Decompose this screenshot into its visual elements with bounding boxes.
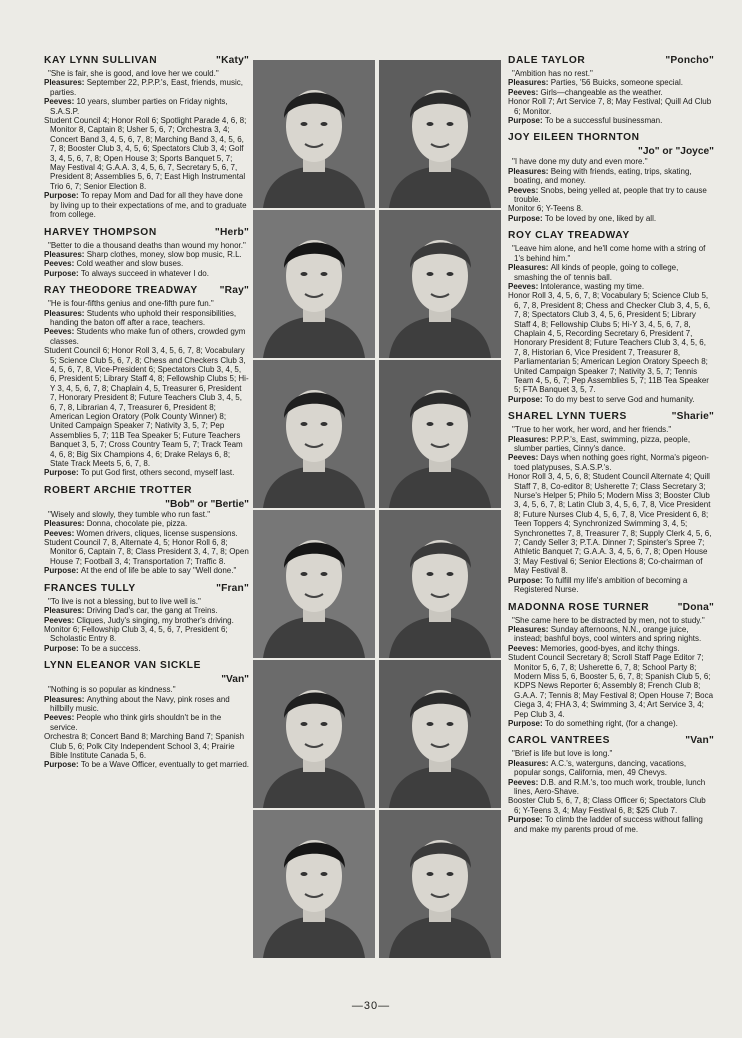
student-quote: "He is four-fifths genius and one-fifth pure fun." [48, 299, 214, 309]
biography-entry [508, 602, 714, 729]
portrait-photo [379, 210, 501, 358]
student-quote: "She came here to be distracted by men, not to study." [512, 615, 705, 625]
student-name: FRANCES TULLY [44, 582, 136, 594]
student-name-row [508, 735, 714, 747]
portrait-silhouette [379, 810, 501, 958]
student-name: HARVEY THOMPSON [44, 226, 157, 238]
bio-activities: Orchestra 8; Concert Band 8; Marching Band 7; Spanish Club 5, 6; Polk City Independent School 3, 4; Prairie Bible Institute Canada 5, 6. [44, 732, 245, 760]
bio-peeves: Peeves: People who think girls shouldn't be in the service. [44, 713, 222, 732]
student-name: CAROL VANTREES [508, 735, 610, 747]
portrait-photo [253, 360, 375, 508]
portrait-photo [379, 510, 501, 658]
biography-entry [44, 660, 249, 770]
portrait-photo [253, 210, 375, 358]
student-nickname: "Sharie" [671, 411, 714, 423]
bio-peeves: Peeves: Girls—changeable as the weather. [508, 87, 663, 97]
bio-activities: Student Council 4; Honor Roll 6; Spotlight Parade 4, 6, 8; Monitor 8, Captain 8; Usher 5, 6, 7; Orchestra 3, 4; Concert Band 3, 4, 5, 6, 7, 8; Marching Band 3, 4, 5, 6, 7, 8; Booster Club 3, 4, 5, 6; Spectators Club 3, 4; Golf 3, 4, 5, 6, 7, 8; Open House 3; Sports Banquet 5, 7; May Festival 4; G.A.A. 3, 4, 5, 6, 7, Secretary 5, 6, 7, President 8; Assemblies 5, 6, 7; East High Instrumental Trio 6, 7; Senior Election 8. [44, 116, 247, 191]
student-name: ROBERT ARCHIE TROTTER [44, 484, 193, 496]
bio-activities: Honor Roll 3, 4, 5, 6, 8; Student Council Alternate 4; Quill Staff 7, 8, Co-editor 8; Usherette 7; Class Secretary 3; Nurse's Helper 5; Philo 5; Modern Miss 3; Booster Club 3, 4, 5, 6, 7, 8; Latin Club 3, 4, 5, 6, 7, 8, Vice President 8; Future Nurses Club 4, 5, 6, 7, 8, Vice President 6, 8; Teen Toppers 4; Synchronized Swimming 3, 4, 5; Synchronettes 7, 8, Treasurer 7, 8; Supply Clerk 4, 5, 6, 7; Candy Seller 3; P.T.A. Dinner 7; Spinster's Spree 7; Athletic Banquet 7; G.A.A. 3, 4, 5, 6, 7, 8; Open House 3; May Festival 6; Senior Elections 8; Co-chairman of May Festival 8. [508, 472, 712, 576]
student-name: KAY LYNN SULLIVAN [44, 55, 158, 66]
bio-pleasures: Pleasures: September 22, P.P.P.'s, East, friends, music, parties. [44, 78, 243, 97]
bio-activities: Honor Roll 3, 4, 5, 6, 7, 8; Vocabulary 5; Science Club 5, 6, 7, 8, President 8; Chess and Checker Club 3, 4, 5, 6, 7, 8; Spectators Club 3, 4, 5, 6, President 5; Library Staff 4, 8; Fellowship Clubs 5; Hi-Y 3, 4, 5, 6, 7, 8, Chaplain 4, 5, Recording Secretary 6, President 7, Honorary President 8; Future Teachers Club 3, 4, 5, 6, 7, 8, Historian 6, Vice President 7, Treasurer 8, Parliamentarian 5; American Legion Oratory Speech 8; United Campaign Speaker 7; Nativity 3, 5, 7; Tennis Team 4, 5, 6, 7; Pep Assemblies 5, 7; 11B Tea Speaker 5; FTA Banquet 3, 5, 7. [508, 291, 711, 395]
student-name-row [508, 132, 714, 144]
bio-peeves: Peeves: 10 years, slumber parties on Friday nights, S.A.S.P. [44, 97, 228, 116]
portrait-photo [379, 810, 501, 958]
portrait-photo [379, 360, 501, 508]
bio-pleasures: Pleasures: Being with friends, eating, trips, skating, boating, and money. [508, 166, 692, 186]
biography-entry [508, 55, 714, 125]
portrait-photo [253, 510, 375, 658]
student-name: SHAREL LYNN TUERS [508, 411, 627, 423]
biography-entry [44, 227, 249, 279]
portrait-photo [253, 660, 375, 808]
student-name-row [508, 230, 714, 242]
bio-pleasures: Pleasures: Driving Dad's car, the gang at Treins. [44, 606, 218, 616]
bio-activities: Booster Club 5, 6, 7, 8; Class Officer 6; Spectators Club 6; Y-Teens 3, 4; May Festival 6, 8; $25 Club 7. [508, 796, 706, 815]
student-name: JOY EILEEN THORNTON [508, 132, 640, 144]
portrait-silhouette [253, 810, 375, 958]
bio-purpose: Purpose: At the end of life be able to say "Well done." [44, 566, 237, 576]
student-name-row [508, 55, 714, 67]
bio-pleasures: Pleasures: All kinds of people, going to college, smashing the ol' tennis ball. [508, 263, 679, 282]
student-quote: "I have done my duty and even more." [512, 157, 648, 167]
student-name-row [44, 227, 249, 239]
bio-purpose: Purpose: To fulfill my life's ambition of becoming a Registered Nurse. [508, 575, 688, 595]
portrait-silhouette [253, 60, 375, 208]
bio-peeves: Peeves: D.B. and R.M.'s, too much work, trouble, lunch lines, Aero-Shave. [508, 777, 706, 796]
bio-pleasures: Pleasures: Sharp clothes, money, slow bop music, R.L. [44, 249, 242, 259]
student-nickname: "Fran" [216, 582, 249, 594]
student-name-row [508, 411, 714, 423]
student-name-row [44, 485, 249, 497]
bio-purpose: Purpose: To do something right, (for a change). [508, 718, 678, 728]
biography-entry [44, 55, 249, 220]
student-name: ROY CLAY TREADWAY [508, 230, 630, 242]
student-name-row [44, 660, 249, 672]
student-nickname: "Van" [685, 735, 714, 747]
biography-entry [44, 583, 249, 653]
biography-entry [44, 485, 249, 576]
biography-entry [508, 735, 714, 834]
student-quote: "She is fair, she is good, and love her we could." [48, 69, 219, 78]
bio-peeves: Peeves: Intolerance, wasting my time. [508, 281, 645, 291]
student-name: MADONNA ROSE TURNER [508, 601, 650, 613]
portrait-photo [253, 60, 375, 208]
bio-peeves: Peeves: Snobs, being yelled at, people that try to cause trouble. [508, 185, 707, 205]
student-nickname: "Bob" or "Bertie" [165, 498, 249, 510]
student-name-row [44, 285, 249, 297]
student-name-row [508, 602, 714, 614]
student-nickname: "Katy" [216, 55, 249, 66]
bio-purpose: Purpose: To be a Wave Officer, eventually to get married. [44, 760, 249, 770]
biography-entry [44, 285, 249, 478]
student-nickname: "Dona" [677, 601, 714, 613]
student-quote: "True to her work, her word, and her friends." [512, 425, 672, 435]
bio-purpose: Purpose: To do my best to serve God and humanity. [508, 394, 695, 404]
student-nickname: "Herb" [214, 226, 249, 238]
student-nickname: "Jo" or "Joyce" [638, 146, 714, 158]
student-quote: "Better to die a thousand deaths than wound my honor." [48, 240, 246, 250]
portrait-silhouette [379, 360, 501, 508]
bio-pleasures: Pleasures: Students who uphold their responsibilities, handing the baton off after a race, teachers. [44, 308, 237, 327]
student-name: LYNN ELEANOR VAN SICKLE [44, 660, 202, 672]
student-name: DALE TAYLOR [508, 55, 586, 66]
biography-entry [508, 230, 714, 404]
portrait-silhouette [253, 210, 375, 358]
left-biography-column [44, 55, 249, 777]
bio-activities: Student Council Secretary 8; Scroll Staff Page Editor 7; Monitor 5, 6, 7, 8; Usherette 6, 7, 8; School Party 8; Modern Miss 5, 6, Booster 5, 6, 7, 8; Spanish Club 5, 6; KDPS News Reporter 6; Assembly 8; French Club 8; G.A.A. 7; Tennis 8; May Festival 8; Open House 7; Boca Ciega 3, 4; FHA 3, 4; Swimming 3, 4; Art Service 3, 4; Pep Club 3, 4. [508, 653, 714, 719]
student-nickname: "Van" [221, 674, 249, 686]
bio-pleasures: Pleasures: A.C.'s, waterguns, dancing, vacations, popular songs, California, men, 49 Chevys. [508, 758, 687, 778]
student-quote: "Leave him alone, and he'll come home with a string of 1's behind him." [512, 244, 706, 263]
student-quote: "Wisely and slowly, they tumble who run fast." [48, 509, 211, 519]
portrait-silhouette [379, 510, 501, 658]
bio-activities: Honor Roll 7; Art Service 7, 8; May Festival; Quill Ad Club 6; Monitor. [508, 97, 712, 116]
bio-activities: Student Council 7, 8, Alternate 4, 5; Honor Roll 6, 8; Monitor 6, Captain 7, 8; Class President 3, 4, 7, 8; Open House 7; Football 3, 4; Transportation 7; Traffic 8. [44, 538, 249, 566]
bio-purpose: Purpose: To be loved by one, liked by all. [508, 213, 657, 223]
portrait-photo [253, 810, 375, 958]
biography-entry [508, 132, 714, 223]
portrait-silhouette [379, 210, 501, 358]
portrait-photo [379, 660, 501, 808]
student-nickname: "Poncho" [665, 55, 714, 66]
right-biography-column [508, 55, 714, 841]
bio-purpose: Purpose: To climb the ladder of success without falling and make my parents proud of me. [508, 815, 703, 834]
student-quote: "Ambition has no rest." [512, 69, 593, 78]
biography-entry [508, 411, 714, 594]
bio-peeves: Peeves: Days when nothing goes right, Norma's pigeon-toed platypuses, S.A.S.P.'s. [508, 453, 709, 472]
bio-activities: Monitor 6; Fellowship Club 3, 4, 5, 6, 7, President 6; Scholastic Entry 8. [44, 624, 228, 644]
student-quote: "Nothing is so popular as kindness." [48, 685, 176, 695]
bio-peeves: Peeves: Cliques, Judy's singing, my brother's driving. [44, 615, 234, 625]
student-name: RAY THEODORE TREADWAY [44, 285, 198, 297]
bio-peeves: Peeves: Students who make fun of others, crowded gym classes. [44, 327, 246, 346]
portrait-silhouette [379, 60, 501, 208]
bio-pleasures: Pleasures: Parties, '56 Buicks, someone special. [508, 78, 683, 88]
bio-pleasures: Pleasures: Sunday afternoons, N.N., orange juice, instead; bashful boys, cool winters and spring nights. [508, 624, 702, 644]
student-quote: "To live is not a blessing, but to live well is." [48, 596, 201, 606]
student-name-row [44, 583, 249, 595]
bio-pleasures: Pleasures: Anything about the Navy, pink roses and hillbilly music. [44, 694, 230, 713]
bio-activities: Student Council 6; Honor Roll 3, 4, 5, 6, 7, 8; Vocabulary 5; Science Club 5, 6, 7, 8; Chess and Checkers Club 3, 4, 5, 6, 7, 8, Vice-President 6; Spectators Club 3, 4, 5, 6, President 5; Library Staff 4, 8; Fellowship Clubs 5; Hi-Y 3, 4, 5, 6, 7, 8; Chaplain 4, 5, Treasurer 6, President 7, Honorary President 8; Future Teachers Club 3, 4, 5, 6, 7, 8, Librarian 4, 7, Treasurer 6, President 8; American Legion Oratory (Polk County Winner) 8; United Campaign Speaker 7; Nativity 3, 5, 7; Pep Assemblies 5, 7; 11B Tea Speaker 5; Future Teachers Banquet 3, 5, 7; Cross Country Team 5, 7; Track Team 4, 6, 8; Big Six Champions 4, 6; Drake Relays 6, 8; State Track Meets 5, 6, 7, 8. [44, 346, 249, 469]
bio-peeves: Peeves: Cold weather and slow buses. [44, 259, 184, 269]
page-number: —30— [351, 1000, 391, 1012]
student-nickname: "Ray" [219, 285, 249, 297]
portrait-photo [379, 60, 501, 208]
portrait-silhouette [379, 660, 501, 808]
portrait-silhouette [253, 660, 375, 808]
bio-peeves: Peeves: Memories, good-byes, and itchy things. [508, 643, 680, 653]
student-quote: "Brief is life but love is long." [512, 749, 613, 759]
bio-purpose: Purpose: To put God first, others second, myself last. [44, 468, 235, 478]
bio-pleasures: Pleasures: Donna, chocolate pie, pizza. [44, 519, 188, 529]
portrait-silhouette [253, 360, 375, 508]
bio-purpose: Purpose: To repay Mom and Dad for all they have done by living up to their expectations of me, and to graduate from college. [44, 191, 247, 220]
bio-pleasures: Pleasures: P.P.P.'s, East, swimming, pizza, people, slumber parties, Cinny's dance. [508, 434, 691, 453]
bio-purpose: Purpose: To be a successful businessman. [508, 116, 663, 126]
student-name-row [44, 55, 249, 67]
bio-peeves: Peeves: Women drivers, cliques, license suspensions. [44, 528, 238, 538]
bio-purpose: Purpose: To be a success. [44, 643, 141, 653]
portrait-silhouette [253, 510, 375, 658]
bio-purpose: Purpose: To always succeed in whatever I do. [44, 268, 209, 278]
bio-activities: Monitor 6; Y-Teens 8. [508, 204, 584, 214]
